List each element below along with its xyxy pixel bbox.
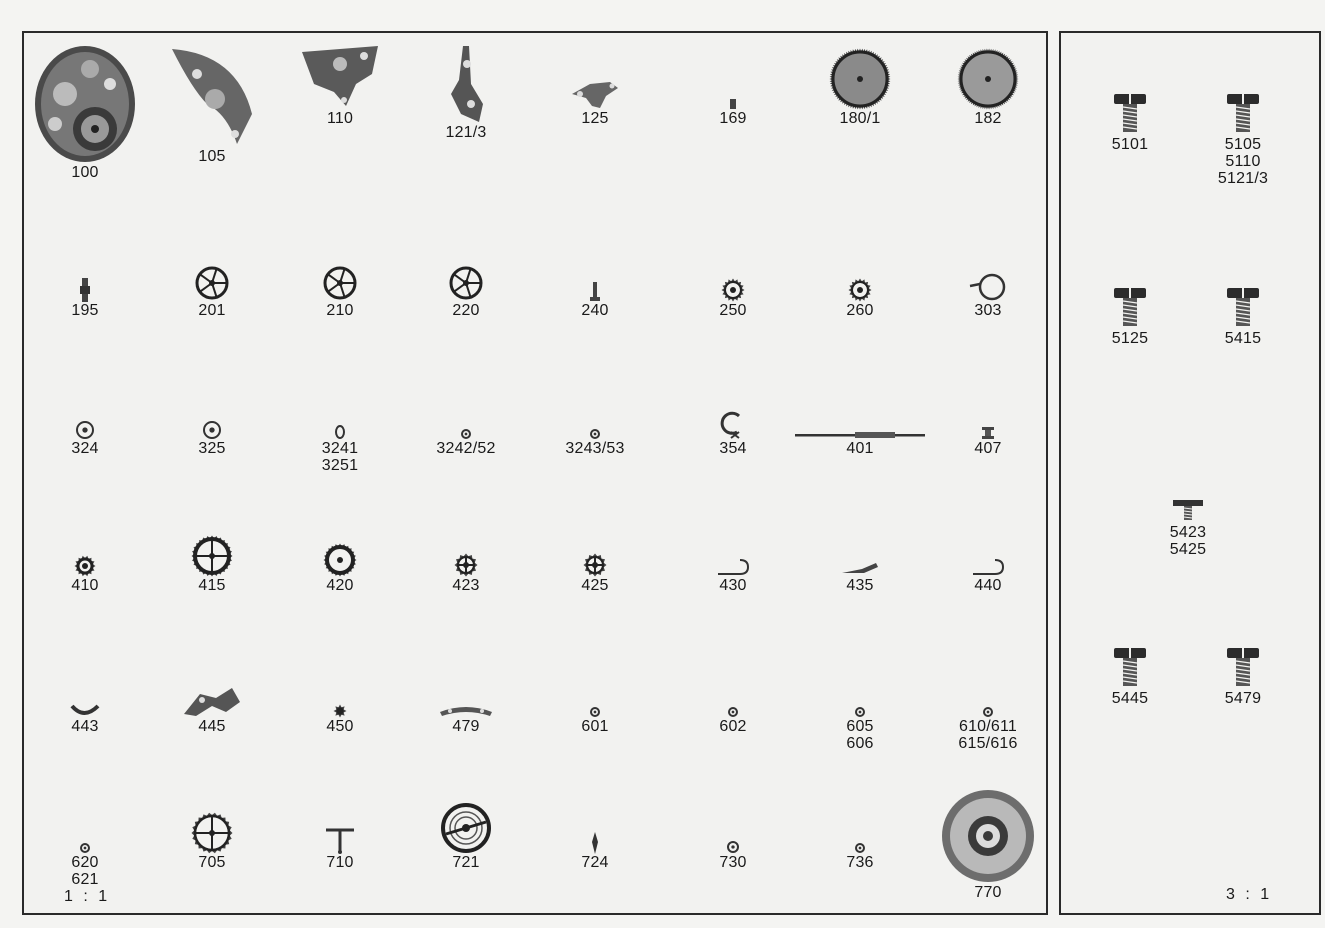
dot-icon — [535, 648, 655, 718]
part-443 — [25, 648, 145, 735]
part-605 — [800, 648, 920, 752]
jewel-icon — [152, 370, 272, 440]
wheel-icon — [280, 232, 400, 302]
scale-label-main: 1 : 1 — [64, 888, 111, 905]
pallet-fork-icon — [280, 784, 400, 854]
part-724 — [535, 784, 655, 871]
part-number-label: 420 — [326, 577, 354, 594]
part-number-label: 169 — [719, 110, 747, 127]
screw-icon — [1183, 66, 1303, 136]
part-324 — [25, 370, 145, 457]
part-354 — [673, 370, 793, 457]
pinion-icon — [800, 232, 920, 302]
part-number-label: 121/3 — [445, 124, 487, 141]
escape-wheel-icon — [152, 784, 272, 854]
part-number-label: 721 — [452, 854, 480, 871]
jewel-small-icon — [280, 370, 400, 440]
clutch-icon — [406, 507, 526, 577]
part-number-label: 3242/52 — [436, 440, 496, 457]
part-number-label: 435 — [846, 577, 874, 594]
part-610-611 — [928, 648, 1048, 752]
part-number-label: 105 — [198, 148, 226, 165]
part-number-label: 240 — [581, 302, 609, 319]
part-number-label: 479 — [452, 718, 480, 735]
part-182 — [928, 40, 1048, 127]
part-423 — [406, 507, 526, 594]
part-number-label: 602 — [719, 718, 747, 735]
screw-icon — [1070, 66, 1190, 136]
part-721 — [406, 784, 526, 871]
part-195 — [25, 232, 145, 319]
part-303 — [928, 232, 1048, 319]
part-450 — [280, 648, 400, 735]
part-number-label: 5101 — [1111, 136, 1149, 153]
part-number-label: 125 — [581, 110, 609, 127]
part-number-label: 407 — [974, 440, 1002, 457]
part-number-label: 601 — [581, 718, 609, 735]
part-730 — [673, 784, 793, 871]
part-121-3 — [406, 40, 526, 141]
roller-icon — [673, 784, 793, 854]
part-number-label: 710 — [326, 854, 354, 871]
crown-wheel-icon — [928, 40, 1048, 110]
stem-icon — [25, 232, 145, 302]
part-number-label: 610/611 615/616 — [958, 718, 1018, 752]
part-3241 — [280, 370, 400, 474]
part-number-label: 5105 5110 5121/3 — [1217, 136, 1269, 187]
dot-icon — [25, 784, 145, 854]
part-number-label: 5423 5425 — [1169, 524, 1207, 558]
part-220 — [406, 232, 526, 319]
part-number-label: 620 621 — [71, 854, 99, 888]
part-415 — [152, 507, 272, 594]
part-number-label: 100 — [71, 164, 99, 181]
part-number-label: 705 — [198, 854, 226, 871]
part-440 — [928, 507, 1048, 594]
part-110 — [280, 40, 400, 127]
screw-flat-icon — [1128, 454, 1248, 524]
pin-icon — [673, 40, 793, 110]
scale-label-side: 3 : 1 — [1226, 886, 1273, 903]
part-number-label: 3243/53 — [565, 440, 625, 457]
part-601 — [535, 648, 655, 735]
part-705 — [152, 784, 272, 871]
part-number-label: 605 606 — [846, 718, 874, 752]
screw-icon — [1070, 260, 1190, 330]
part-5105 — [1183, 66, 1303, 187]
part-number-label: 450 — [326, 718, 354, 735]
part-number-label: 5125 — [1111, 330, 1149, 347]
part-401 — [800, 370, 920, 457]
bridge-plate-icon — [280, 40, 400, 110]
staff-icon — [535, 784, 655, 854]
part-number-label: 443 — [71, 718, 99, 735]
bridge-curved-icon — [152, 40, 272, 148]
part-736 — [800, 784, 920, 871]
part-435 — [800, 507, 920, 594]
part-number-label: 5479 — [1224, 690, 1262, 707]
part-325 — [152, 370, 272, 457]
part-430 — [673, 507, 793, 594]
wheel-icon — [152, 232, 272, 302]
part-number-label: 423 — [452, 577, 480, 594]
ratchet-wheel-icon — [800, 40, 920, 110]
screw-icon — [1183, 620, 1303, 690]
sleeve-icon — [928, 370, 1048, 440]
part-410 — [25, 507, 145, 594]
bridge-bar-icon — [406, 648, 526, 718]
wire-spring-icon — [928, 507, 1048, 577]
spring-icon — [25, 648, 145, 718]
part-number-label: 260 — [846, 302, 874, 319]
pinion-icon — [673, 232, 793, 302]
part-number-label: 110 — [326, 110, 354, 127]
part-5415 — [1183, 260, 1303, 347]
gear-tiny-icon — [280, 648, 400, 718]
part-420 — [280, 507, 400, 594]
wheel-icon — [406, 232, 526, 302]
part-100 — [25, 40, 145, 181]
part-5445 — [1070, 620, 1190, 707]
part-number-label: 736 — [846, 854, 874, 871]
part-number-label: 730 — [719, 854, 747, 871]
part-number-label: 415 — [198, 577, 226, 594]
part-number-label: 210 — [326, 302, 354, 319]
screw-icon — [1070, 620, 1190, 690]
balance-wheel-icon — [406, 784, 526, 854]
part-number-label: 410 — [71, 577, 99, 594]
part-number-label: 5415 — [1224, 330, 1262, 347]
part-number-label: 430 — [719, 577, 747, 594]
lever-arm-icon — [406, 40, 526, 124]
part-125 — [535, 40, 655, 127]
part-3242-52 — [406, 370, 526, 457]
part-number-label: 303 — [974, 302, 1002, 319]
part-number-label: 440 — [974, 577, 1002, 594]
part-number-label: 325 — [198, 440, 226, 457]
oscillating-weight-icon — [928, 784, 1048, 884]
wire-spring-icon — [673, 507, 793, 577]
part-number-label: 250 — [719, 302, 747, 319]
part-number-label: 770 — [974, 884, 1002, 901]
part-3243-53 — [535, 370, 655, 457]
part-number-label: 401 — [846, 440, 874, 457]
ring-gear-icon — [280, 507, 400, 577]
part-180-1 — [800, 40, 920, 127]
setting-lever-icon — [152, 648, 272, 718]
part-105 — [152, 40, 272, 165]
part-number-label: 3241 3251 — [321, 440, 359, 474]
part-425 — [535, 507, 655, 594]
winding-stem-icon — [800, 370, 920, 440]
gear-large-icon — [152, 507, 272, 577]
dot-icon — [406, 370, 526, 440]
part-number-label: 5445 — [1111, 690, 1149, 707]
part-210 — [280, 232, 400, 319]
part-number-label: 724 — [581, 854, 609, 871]
part-number-label: 180/1 — [839, 110, 881, 127]
part-number-label: 445 — [198, 718, 226, 735]
part-5125 — [1070, 260, 1190, 347]
part-number-label: 324 — [71, 440, 99, 457]
part-260 — [800, 232, 920, 319]
part-number-label: 425 — [581, 577, 609, 594]
part-5101 — [1070, 66, 1190, 153]
part-602 — [673, 648, 793, 735]
part-169 — [673, 40, 793, 127]
dot-icon — [673, 648, 793, 718]
part-5423 — [1128, 454, 1248, 558]
dot-icon — [535, 370, 655, 440]
part-770 — [928, 784, 1048, 901]
part-407 — [928, 370, 1048, 457]
screw-icon — [1183, 260, 1303, 330]
part-number-label: 220 — [452, 302, 480, 319]
part-240 — [535, 232, 655, 319]
gear-icon — [25, 507, 145, 577]
part-number-label: 182 — [974, 110, 1002, 127]
clip-spring-icon — [673, 370, 793, 440]
part-201 — [152, 232, 272, 319]
jewel-icon — [25, 370, 145, 440]
movement-plate-icon — [25, 40, 145, 164]
part-620 — [25, 784, 145, 888]
dot-icon — [928, 648, 1048, 718]
part-710 — [280, 784, 400, 871]
part-479 — [406, 648, 526, 735]
spring-ring-icon — [928, 232, 1048, 302]
part-5479 — [1183, 620, 1303, 707]
part-445 — [152, 648, 272, 735]
part-number-label: 354 — [719, 440, 747, 457]
clutch-icon — [535, 507, 655, 577]
screw-small-icon — [535, 232, 655, 302]
part-250 — [673, 232, 793, 319]
dot-icon — [800, 648, 920, 718]
part-number-label: 201 — [198, 302, 226, 319]
part-number-label: 195 — [71, 302, 99, 319]
bridge-small-icon — [535, 40, 655, 110]
lever-icon — [800, 507, 920, 577]
dot-icon — [800, 784, 920, 854]
